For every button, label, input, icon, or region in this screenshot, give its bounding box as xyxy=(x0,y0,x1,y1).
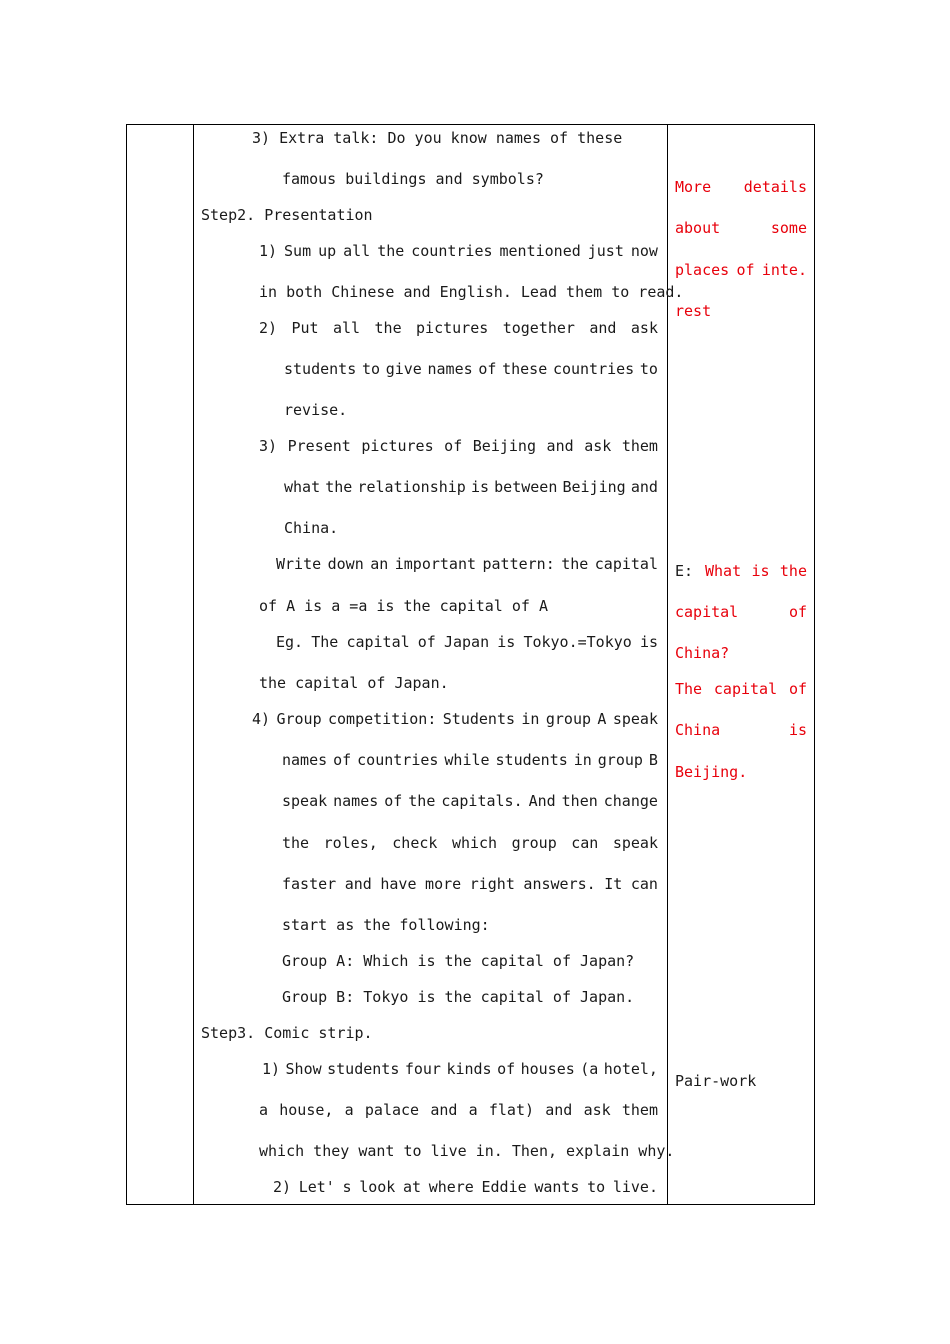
word: and xyxy=(430,1101,458,1119)
word: them xyxy=(621,1101,658,1119)
word: them xyxy=(621,437,658,455)
word: is xyxy=(639,633,658,651)
comic-item-1-line-2 xyxy=(259,1100,658,1120)
word: Students xyxy=(442,710,516,728)
competition-line-3 xyxy=(282,791,658,811)
word: a xyxy=(259,1101,269,1119)
word: hotel, xyxy=(603,1060,658,1078)
word: then xyxy=(561,792,598,810)
word: of xyxy=(333,751,352,769)
word: at xyxy=(402,1178,422,1196)
note-e-answer-line-3: Beijing. xyxy=(675,763,748,781)
note-more-details-line-2 xyxy=(675,218,807,238)
word: roles, xyxy=(323,834,378,852)
word: 3) xyxy=(259,437,278,455)
word: is xyxy=(751,562,770,580)
word: countries xyxy=(411,242,493,260)
group-b-line: Group B: Tokyo is the capital of Japan. xyxy=(282,988,635,1006)
word: of xyxy=(788,680,807,698)
word: change xyxy=(603,792,658,810)
word: can xyxy=(571,834,599,852)
word: the xyxy=(325,478,353,496)
note-e-question-line-2 xyxy=(675,602,807,622)
pattern-line-2: of A is a =a is the capital of A xyxy=(259,597,548,615)
word: the xyxy=(561,555,589,573)
step3-heading: Step3. Comic strip. xyxy=(201,1024,373,1042)
word: Group xyxy=(276,710,322,728)
word: 2) xyxy=(273,1178,292,1196)
word: up xyxy=(318,242,337,260)
word: (a xyxy=(580,1060,599,1078)
presentation-item-1-line-2: in both Chinese and English. Lead them to read. xyxy=(259,283,684,301)
word: a xyxy=(468,1101,478,1119)
word: is xyxy=(470,478,490,496)
presentation-item-3-line-1 xyxy=(259,436,658,456)
word: in xyxy=(521,710,540,728)
word: of xyxy=(444,437,463,455)
note-more-details-line-4: rest xyxy=(675,302,712,320)
word: speak xyxy=(282,792,328,810)
pattern-line-1 xyxy=(276,554,658,574)
word: group xyxy=(545,710,592,728)
word: 4) xyxy=(252,710,271,728)
word: names xyxy=(333,792,379,810)
note-e-answer-line-2 xyxy=(675,720,807,740)
word: Eddie xyxy=(481,1178,527,1196)
word: four xyxy=(404,1060,441,1078)
word: wants xyxy=(534,1178,580,1196)
word: Show xyxy=(285,1060,322,1078)
word: palace xyxy=(364,1101,420,1119)
word: It xyxy=(604,875,623,893)
word: between xyxy=(494,478,558,496)
word: the xyxy=(282,834,310,852)
step2-heading: Step2. Presentation xyxy=(201,206,373,224)
extra-talk-line-2: famous buildings and symbols? xyxy=(282,170,544,188)
word: The xyxy=(675,680,703,698)
word: Beijing xyxy=(472,437,536,455)
presentation-item-2-line-3: revise. xyxy=(284,401,348,419)
word: Put xyxy=(291,319,319,337)
word: competition: xyxy=(328,710,437,728)
word: s xyxy=(342,1178,352,1196)
note-more-details-line-1 xyxy=(675,177,807,197)
competition-line-2 xyxy=(282,750,658,770)
word: and xyxy=(344,875,372,893)
word: mentioned xyxy=(499,242,581,260)
word: Write xyxy=(276,555,322,573)
word: students xyxy=(284,360,357,378)
note-e-question-line-3: China? xyxy=(675,644,730,662)
word: all xyxy=(343,242,371,260)
word: and xyxy=(589,319,617,337)
word: pictures xyxy=(361,437,434,455)
word: a xyxy=(344,1101,354,1119)
word: group xyxy=(597,751,643,769)
comic-item-1-line-3: which they want to live in. Then, explain why. xyxy=(259,1142,675,1160)
word: kinds xyxy=(446,1060,492,1078)
word: have xyxy=(380,875,417,893)
word: pictures xyxy=(416,319,489,337)
word: the xyxy=(374,319,402,337)
word: some xyxy=(770,219,807,237)
presentation-item-3-line-3: China. xyxy=(284,519,339,537)
word: Let' xyxy=(298,1178,335,1196)
note-e-question-line-1 xyxy=(705,561,807,581)
word: Japan xyxy=(443,633,490,651)
word: capitals. xyxy=(441,792,523,810)
word: in xyxy=(573,751,592,769)
word: inte. xyxy=(761,261,807,279)
word: check xyxy=(392,834,438,852)
note-more-details-line-3 xyxy=(675,260,807,280)
example-line-1 xyxy=(276,632,658,652)
word: while xyxy=(444,751,490,769)
word: pattern: xyxy=(482,555,555,573)
note-e-answer-line-1 xyxy=(675,679,807,699)
word: students xyxy=(495,751,568,769)
word: speak xyxy=(612,710,658,728)
word: together xyxy=(502,319,575,337)
word: of xyxy=(736,261,755,279)
word: A xyxy=(597,710,607,728)
competition-line-4 xyxy=(282,833,658,853)
word: capital xyxy=(594,555,658,573)
word: and xyxy=(630,478,658,496)
presentation-item-2-line-2 xyxy=(284,359,658,379)
word: to xyxy=(361,360,380,378)
word: ask xyxy=(630,319,658,337)
word: these xyxy=(502,360,548,378)
group-a-line: Group A: Which is the capital of Japan? xyxy=(282,952,635,970)
word: look xyxy=(359,1178,396,1196)
word: capital xyxy=(675,603,739,621)
word: ask xyxy=(584,437,612,455)
word: B xyxy=(648,751,658,769)
word: countries xyxy=(357,751,439,769)
word: capital xyxy=(346,633,410,651)
word: What xyxy=(705,562,742,580)
competition-line-5 xyxy=(282,874,658,894)
word: all xyxy=(333,319,361,337)
word: give xyxy=(385,360,422,378)
word: the xyxy=(779,562,807,580)
presentation-item-1-line-1 xyxy=(259,241,658,261)
word: and xyxy=(545,1101,573,1119)
word: Sum xyxy=(284,242,312,260)
competition-line-6: start as the following: xyxy=(282,916,490,934)
word: is xyxy=(497,633,516,651)
word: about xyxy=(675,219,721,237)
word: group xyxy=(511,834,557,852)
word: can xyxy=(630,875,658,893)
word: flat) xyxy=(488,1101,535,1119)
word: relationship xyxy=(357,478,466,496)
word: just xyxy=(587,242,624,260)
word: faster xyxy=(282,875,337,893)
word: The xyxy=(311,633,339,651)
word: live. xyxy=(612,1178,658,1196)
word: More xyxy=(675,178,712,196)
word: more xyxy=(425,875,462,893)
word: names xyxy=(282,751,328,769)
word: of xyxy=(384,792,403,810)
word: China xyxy=(675,721,721,739)
word: capital xyxy=(713,680,778,698)
word: And xyxy=(528,792,556,810)
word: important xyxy=(394,555,477,573)
word: ask xyxy=(583,1101,611,1119)
word: right xyxy=(469,875,515,893)
word: students xyxy=(327,1060,400,1078)
word: now xyxy=(630,242,658,260)
word: the xyxy=(377,242,405,260)
note-e-prefix: E: xyxy=(675,562,694,580)
extra-talk-line-1: 3) Extra talk: Do you know names of these xyxy=(252,129,623,147)
word: is xyxy=(788,721,807,739)
word: what xyxy=(284,478,321,496)
column-divider-left xyxy=(193,125,194,1204)
word: 1) xyxy=(262,1060,281,1078)
word: speak xyxy=(612,834,658,852)
word: of xyxy=(478,360,497,378)
word: countries xyxy=(552,360,635,378)
word: places xyxy=(675,261,730,279)
word: 1) xyxy=(259,242,278,260)
word: to xyxy=(639,360,658,378)
word: which xyxy=(451,834,498,852)
word: answers. xyxy=(523,875,596,893)
presentation-item-2-line-1 xyxy=(259,318,658,338)
word: the xyxy=(408,792,436,810)
word: an xyxy=(370,555,389,573)
competition-line-1 xyxy=(252,709,658,729)
comic-item-1-line-1 xyxy=(262,1059,658,1079)
word: and xyxy=(546,437,574,455)
comic-item-2-line-1 xyxy=(273,1177,658,1197)
word: Tokyo.=Tokyo xyxy=(523,633,632,651)
presentation-item-3-line-2 xyxy=(284,477,658,497)
word: Beijing xyxy=(562,478,626,496)
word: houses xyxy=(520,1060,575,1078)
word: details xyxy=(743,178,807,196)
word: Eg. xyxy=(276,633,304,651)
word: 2) xyxy=(259,319,278,337)
word: names xyxy=(427,360,473,378)
word: of xyxy=(788,603,807,621)
word: of xyxy=(497,1060,516,1078)
word: Present xyxy=(287,437,351,455)
word: of xyxy=(417,633,436,651)
word: down xyxy=(327,555,364,573)
word: to xyxy=(587,1178,606,1196)
example-line-2: the capital of Japan. xyxy=(259,674,449,692)
note-pair-work: Pair-work xyxy=(675,1072,757,1090)
word: house, xyxy=(279,1101,334,1119)
word: where xyxy=(428,1178,474,1196)
